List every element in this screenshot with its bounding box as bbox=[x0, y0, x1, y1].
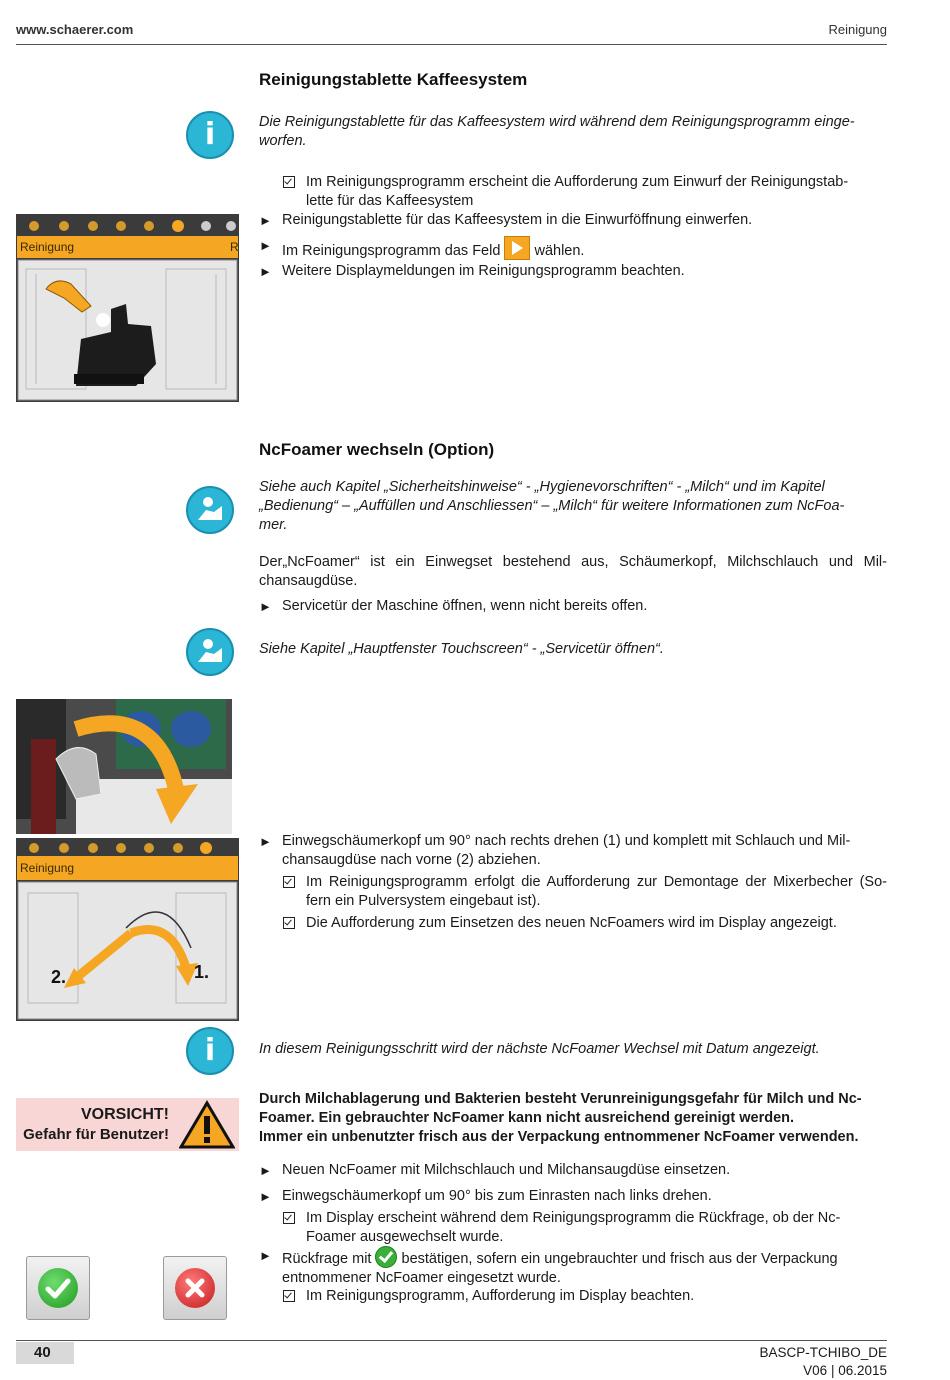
step-item: ► Im Reinigungsprogramm das Feld wählen. bbox=[259, 238, 585, 259]
site-url: www.schaerer.com bbox=[16, 22, 134, 37]
step-item: ► Servicetür der Maschine öffnen, wenn nicht bereits offen. bbox=[259, 598, 648, 614]
section-title-cleaning-tablet: Reinigungstablette Kaffeesystem bbox=[259, 70, 528, 89]
arrow-bullet-icon: ► bbox=[259, 238, 272, 253]
info-icon: i bbox=[186, 1027, 234, 1075]
step-item: ► Weitere Displaymeldungen im Reinigungsprogramm beachten. bbox=[259, 263, 685, 279]
result-item: Im Reinigungsprogramm erscheint die Aufforderung zum Einwurf der Reinigungstab- lette für das Kaffeesystem bbox=[283, 173, 887, 211]
warning-subtitle: Gefahr für Benutzer! bbox=[23, 1126, 169, 1143]
doc-info: BASCP-TCHIBO_DE V06 | 06.2015 bbox=[759, 1345, 887, 1378]
step-item: ► Reinigungstablette für das Kaffeesystem in die Einwurföffnung einwerfen. bbox=[259, 212, 753, 228]
play-button-icon bbox=[504, 236, 530, 260]
arrow-bullet-icon: ► bbox=[259, 599, 272, 614]
page-number: 40 bbox=[16, 1342, 74, 1364]
checkbox-icon bbox=[283, 1290, 295, 1302]
chapter-title: Reinigung bbox=[828, 22, 887, 37]
arrow-label-1: 1. bbox=[194, 962, 210, 982]
cancel-button-image bbox=[163, 1256, 227, 1320]
screen-label: Reinigung bbox=[20, 861, 75, 875]
machine-photo bbox=[16, 699, 232, 834]
read-manual-icon bbox=[186, 628, 234, 676]
checkbox-icon bbox=[283, 1212, 295, 1224]
display-illustration-tablet bbox=[16, 214, 239, 402]
confirm-check-icon bbox=[375, 1246, 397, 1268]
info-icon: i bbox=[186, 111, 234, 159]
checkbox-icon bbox=[283, 876, 295, 888]
arrow-bullet-icon: ► bbox=[259, 1248, 272, 1263]
section-title-ncfoamer: NcFoamer wechseln (Option) bbox=[259, 440, 495, 459]
checkbox-icon bbox=[283, 176, 295, 188]
note-cleaning-tablet: Die Reinigungstablette für das Kaffeesystem wird während dem Reinigungsprogramm einge-worfen. bbox=[259, 114, 855, 149]
footer-rule bbox=[16, 1340, 887, 1341]
result-item: Die Aufforderung zum Einsetzen des neuen NcFoamers wird im Display angezeigt. bbox=[283, 914, 887, 933]
arrow-bullet-icon: ► bbox=[259, 1163, 272, 1178]
read-manual-icon bbox=[186, 486, 234, 534]
result-item: Im Display erscheint während dem Reinigungsprogramm die Rückfrage, ob der Nc-Foamer ausgewechselt wurde. bbox=[283, 1209, 887, 1247]
warning-box bbox=[16, 1098, 239, 1151]
see-also-note: Siehe auch Kapitel „Sicherheitshinweise“ - „Hygienevorschriften“ - „Milch“ und im Kapitel „Bedienung“ – „Auffüllen und Anschliessen“ – „Milch“ für weitere Informationen zum NcFoa- mer. bbox=[259, 479, 845, 533]
ncfoamer-description: Der„NcFoamer“ ist ein Einwegset bestehend aus, Schäumerkopf, Milchschlauch und Mil-chansaugdüse. bbox=[259, 554, 887, 589]
step-item: ► Einwegschäumerkopf um 90° bis zum Einrasten nach links drehen. bbox=[259, 1188, 712, 1204]
warning-text: Durch Milchablagerung und Bakterien besteht Verunreinigungsgefahr für Milch und Nc- Foamer. Ein gebrauchter NcFoamer kann nicht ausreichend gereinigt werden. Immer ein unbenutzter frisch aus der Verpackung entnommener NcFoamer verwenden. bbox=[259, 1091, 862, 1145]
warning-title: VORSICHT! bbox=[81, 1106, 169, 1123]
confirm-button-image bbox=[26, 1256, 90, 1320]
header-rule bbox=[16, 44, 887, 45]
checkbox-icon bbox=[283, 917, 295, 929]
arrow-bullet-icon: ► bbox=[259, 264, 272, 279]
check-icon bbox=[38, 1268, 78, 1308]
see-chapter-note: Siehe Kapitel „Hauptfenster Touchscreen“ - „Servicetür öffnen“. bbox=[259, 641, 664, 657]
svg-text:R: R bbox=[230, 240, 239, 254]
note-ncfoamer-date: In diesem Reinigungsschritt wird der nächste NcFoamer Wechsel mit Datum angezeigt. bbox=[259, 1041, 820, 1057]
result-item: Im Reinigungsprogramm, Aufforderung im Display beachten. bbox=[283, 1287, 887, 1306]
display-illustration-ncfoamer bbox=[16, 838, 239, 1021]
arrow-bullet-icon: ► bbox=[259, 834, 272, 849]
arrow-bullet-icon: ► bbox=[259, 213, 272, 228]
close-icon bbox=[175, 1268, 215, 1308]
result-item: Im Reinigungsprogramm erfolgt die Aufforderung zur Demontage der Mixerbecher (So-fern ein Pulversystem eingebaut ist). bbox=[283, 873, 887, 911]
arrow-label-2: 2. bbox=[51, 967, 67, 987]
step-item: ► Einwegschäumerkopf um 90° nach rechts drehen (1) und komplett mit Schlauch und Mil-chansaugdüse nach vorne (2) abziehen. bbox=[259, 833, 851, 868]
screen-label: Reinigung bbox=[20, 240, 75, 254]
step-item: ► Neuen NcFoamer mit Milchschlauch und Milchansaugdüse einsetzen. bbox=[259, 1162, 731, 1178]
arrow-bullet-icon: ► bbox=[259, 1189, 272, 1204]
warning-triangle-icon bbox=[179, 1100, 235, 1150]
step-item: ► Rückfrage mit bestätigen, sofern ein ungebrauchter und frisch aus der Verpackung entnommener NcFoamer eingesetzt wurde. bbox=[259, 1248, 838, 1286]
